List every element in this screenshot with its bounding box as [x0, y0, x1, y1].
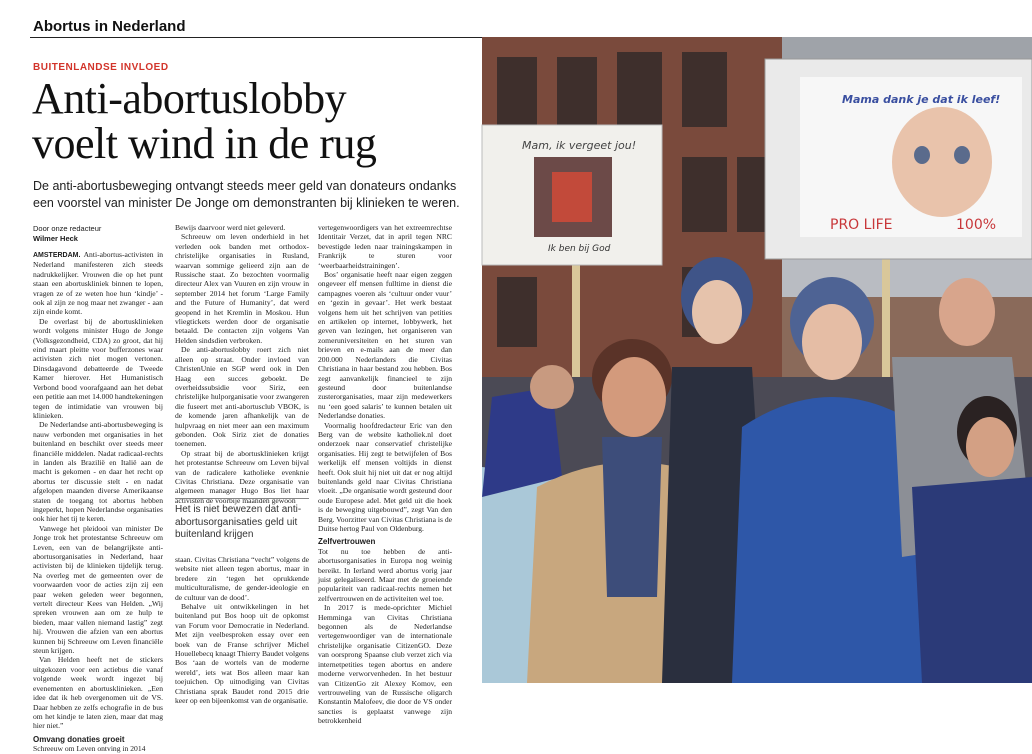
- paragraph: De overlast bij de abortusklinieken wordt volgens minister Hugo de Jonge (Volksgezondheid, CDA) zo groot, dat hij eind maart pleitte voor bufferzones waar activisten zich niet mogen vertonen. Dinsdagavond debatteerde de Tweede Kamer hierover. Het Humanistisch Verbond bood voorafgaand aan het debat een petitie aan met 14.000 handtekeningen tegen de intimidatie van vrouwen bij klinieken.: [33, 316, 163, 420]
- small-sign-bottom-text: Ik ben bij God: [548, 244, 611, 254]
- headline-line-1: Anti-abortuslobby: [32, 74, 347, 123]
- paragraph: Op straat bij de abortusklinieken krijgt het protestantse Schreeuw om Leven bijval van de radicalere katholieke evenknie Civitas Christiana. Deze organisatie van algemeen manager Hugo Bos liet haar activisten de voorbije maanden gewoon: [175, 448, 309, 505]
- baby-eye-left: [914, 146, 930, 164]
- paragraph: De anti-abortuslobby roert zich niet alleen op straat. Onder invloed van ChristenUnie en SGP werd ook in Den Haag een succes geboekt. De overheidssubsidie voor Siriz, een christelijke hulporganisatie voor zwangeren die fuseert met anti-abortusclub VBOK, is de komende jaren afhankelijk van de hulpvraag en niet meer aan een maximum gebonden. Ook Siriz ziet de donaties toenemen.: [175, 345, 309, 449]
- person-navy-coat: [912, 477, 1032, 683]
- face-man: [939, 278, 995, 346]
- paragraph: Voormalig hoofdredacteur Eric van den Berg van de website katholiek.nl doet onderzoek naar conservatief christelijke organisaties. Hij zegt te betwijfelen of Bos werkelijk elf mensen voltijds in dienst heeft. Ook sluit hij niet uit dat er nog altijd buitenlands geld naar Civitas Christiana vloeit. „De organisatie wordt gesteund door oude Europese adel. Met geld uit die hoek is de beweging uitgebouwd”, zegt Van den Berg. Voorzitter van Civitas Christiana is de Duitse hertog Paul von Oldenburg.: [318, 420, 452, 533]
- face-older-woman: [602, 357, 666, 437]
- face: [530, 365, 574, 409]
- paragraph: Tot nu toe hebben de anti-abortusorganisaties in Europa nog weinig bereikt. In Ierland werd abortus vorig jaar juist gelegaliseerd. Maar met de groeiende populariteit van radicaal-rechts nemen het zelfvertrouwen en de activiteiten wel toe.: [318, 546, 452, 603]
- paragraph: Bewijs daarvoor werd niet geleverd.: [175, 223, 286, 232]
- baby-face: [892, 107, 992, 217]
- lede: De anti-abortusbeweging ontvangt steeds meer geld van donateurs ondanks een voorstel van minister De Jonge om demonstranten bij klinieken te weren.: [33, 179, 460, 210]
- paragraph: Schreeuw om Leven ontving in 2014: [33, 744, 146, 754]
- article-column-2: [175, 223, 309, 505]
- large-sign-top-text: Mama dank je dat ik leef!: [842, 93, 1001, 106]
- article-column-3: [318, 223, 452, 726]
- headline: [32, 76, 482, 166]
- paragraph: vertegenwoordigers van het extreemrechtse Identitair Verzet, dat in april tegen NRC bevestigde leden naar trainingskampen in Frankrijk te sturen voor ‘weerbaarheidstrainingen’.: [318, 223, 452, 270]
- article-column-1: [33, 250, 163, 754]
- scarf: [602, 437, 662, 597]
- paragraph: Behalve uit ontwikkelingen in het buitenland put Bos hoop uit de opkomst van Forum voor Democratie in Nederland. Met zijn veelbesproken essay over een boek van de Franse schrijver Michel Houellebecq knaagt Thierry Baudet volgens Bos ‘aan de wortels van de moderne wereld’, iets wat Bos alleen maar kan toejuichen. Op uitnodiging van Civitas Christiana sprak Baudet rond 2015 drie keer op een bijeenkomst van de organisatie.: [175, 602, 309, 706]
- face-nun-left: [692, 280, 742, 344]
- kicker: BUITENLANDSE INVLOED: [33, 62, 169, 73]
- subheading: Zelfvertrouwen: [318, 537, 376, 547]
- dateline: AMSTERDAM.: [33, 252, 81, 259]
- headline-line-2: voelt wind in de rug: [32, 119, 377, 168]
- paragraph: Van Helden heeft net de stickers uitgekozen voor een actiebus die vanaf volgende week wordt ingezet bij evenementen en abortusklinieken. „Een idee dat ik heb overgenomen uit de VS. Daar hebben ze zelfs echografie in de bus om het kindje te laten zien, maar dat mag hier niet.”: [33, 655, 163, 731]
- baby-eye-right: [954, 146, 970, 164]
- protest-photo-illustration: [482, 37, 1032, 683]
- byline-label: Door onze redacteur: [33, 224, 102, 233]
- large-sign-percent: 100%: [956, 217, 997, 233]
- small-sign-image-detail: [552, 172, 592, 222]
- small-sign-top-text: Mam, ik vergeet jou!: [522, 139, 637, 152]
- byline: [33, 224, 163, 244]
- paragraph: Schreeuw om leven onderhield in het verleden ook banden met orthodox-christelijke organisaties in Rusland, waarvan sommige gelieerd zijn aan de Russische staat. Zo bezochten voormalig directeur Alex van Vuuren en zijn vrouw in september 2014 het forum ‘Large Family and the Future of Humanity’, dat werd geopend in het Kremlin in Moskou. Hun vliegtickets werden door de organisatie betaald. De contacten zijn volgens Van Helden sindsdien verbroken.: [175, 232, 309, 345]
- paragraph: staan. Civitas Christiana “vecht” volgens de website niet alleen tegen abortus, maar in bredere zin ‘tegen het oprukkende multiculturalisme, de gender-ideologie en de cultuur van de dood’.: [175, 555, 309, 602]
- pull-quote: Het is niet bewezen dat anti-abortusorganisaties geld uit buitenland krijgen: [175, 498, 309, 542]
- article-column-2-lower: [175, 555, 309, 706]
- paragraph: In 2017 is mede-oprichter Michiel Hemminga van Civitas Christiana begonnen als de Nederlandse vertegenwoordiger van de internationale christelijke organisatie CitizenGO. Deze van oorsprong Spaanse club verzet zich via internetpetities tegen abortus en andere moderne verworvenheden. In het bestuur van CitizenGo zit Alexey Komov, een vertrouweling van de Russische oligarch Konstantin Malofeev, die door de VS onder sancties is geplaatst vanwege zijn betrokkenheid: [318, 603, 452, 726]
- large-sign-pro-life: PRO LIFE: [830, 217, 893, 233]
- face-nun-center: [802, 304, 862, 380]
- paragraph: De Nederlandse anti-abortusbeweging is nauw verbonden met organisaties in het buitenland en beschikt over steeds meer financiële middelen. Nadat radicaal-rechts in landen als Brazilië en Italië aan de macht is gekomen - en daar het recht op abortus ter discussie stelt - en nadat afgelopen maanden diverse Amerikaanse staten de toegang tot abortus hebben ingeperkt, hopen Nederlandse organisaties ook hier het tij te keren.: [33, 420, 163, 524]
- face-woman-right: [966, 417, 1014, 477]
- paragraph: Vanwege het pleidooi van minister De Jonge trok het protestantse Schreeuw om Leven, een van de belangrijkste anti-abortusorganisaties in Nederland, haar activisten bij de klinieken tijdelijk terug. Na overleg met de gemeenten over de voorwaarden voor de acties zijn zij een paar weken geleden weer begonnen, vertelt directeur Kees van Helden. „Wij spreken vrouwen aan om ze hulp te bieden, maar vallen niemand lastig” zegt hij. Vrouwen die afzien van een abortus kunnen bij Schreeuw om Leven financiële steun krijgen.: [33, 523, 163, 656]
- paragraph: AMSTERDAM. Anti-abortus-activisten in Nederland manifesteren zich steeds nadrukkelijker. Vrouwen die op het punt staan een abortuskliniek binnen te lopen, vragen ze of ze weten hoe hun ‘kindje’ - ook al zijn ze nog maar net zwanger - aan zijn einde komt.: [33, 250, 163, 317]
- subheading: Omvang donaties groeit: [33, 734, 125, 744]
- byline-name: Wilmer Heck: [33, 234, 78, 243]
- section-header: Abortus in Nederland: [33, 18, 186, 35]
- protest-photo: [482, 37, 1032, 683]
- paragraph: Bos’ organisatie heeft naar eigen zeggen ongeveer elf mensen fulltime in dienst die campagnes voeren als ‘cultuur onder vuur’ en ‘gezin in gevaar’. Het werk bestaat volgens hem uit het schrijven van petities en artikelen op internet, lobbywerk, het geven van lezingen, het organiseren van zomeruniversiteiten en het sturen van brieven en e-mails aan de meer dan 200.000 Nederlanders die Civitas Christiana in haar bestand zou hebben. Bos zegt aanvankelijk financieel te zijn gesteund door buitenlandse zusterorganisaties, maar zijn medewerkers nu ‘een goed salaris’ te kunnen betalen uit Nederlandse donaties.: [318, 270, 452, 421]
